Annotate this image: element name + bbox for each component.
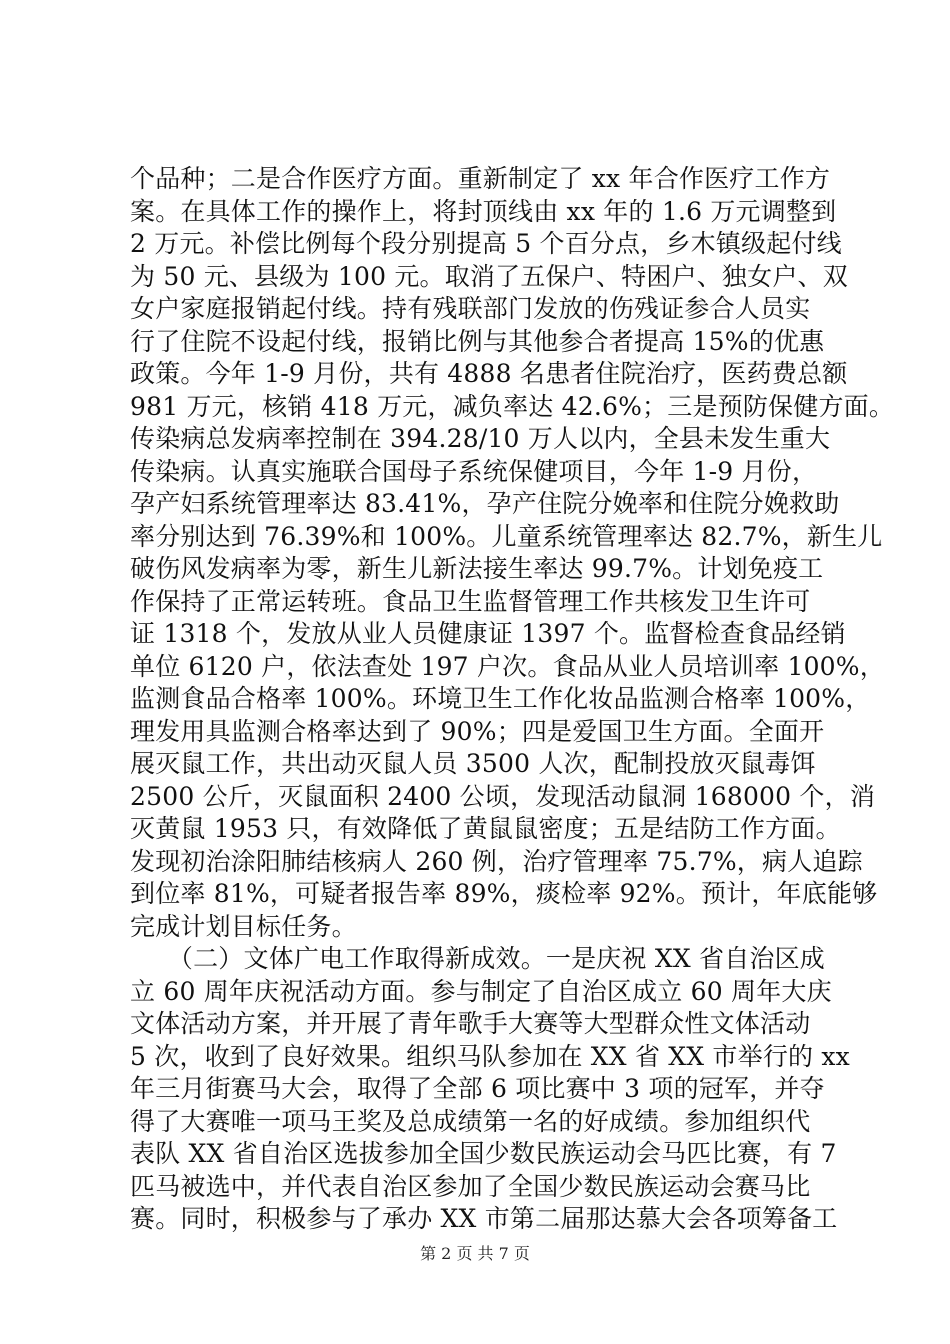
- text-line: 2500 公斤，灭鼠面积 2400 公顷，发现活动鼠洞 168000 个，消: [130, 781, 876, 811]
- text-line: 女户家庭报销起付线。持有残联部门发放的伤残证参合人员实: [130, 294, 811, 323]
- text-line: 灭黄鼠 1953 只，有效降低了黄鼠鼠密度；五是结防工作方面。: [130, 814, 841, 843]
- text-line: 981 万元，核销 418 万元，减负率达 42.6%；三是预防保健方面。: [130, 391, 895, 421]
- text-line: 文体活动方案，并开展了青年歌手大赛等大型群众性文体活动: [130, 1009, 811, 1038]
- text-line: 为 50 元、县级为 100 元。取消了五保户、特困户、独女户、双: [130, 261, 848, 291]
- text-line: 监测食品合格率 100%。环境卫生工作化妆品监测合格率 100%，: [130, 684, 871, 713]
- text-line: 作保持了正常运转班。食品卫生监督管理工作共核发卫生许可: [130, 586, 811, 616]
- text-line: 传染病总发病率控制在 394.28/10 万人以内，全县未发生重大: [130, 424, 831, 453]
- text-line: （二）文体广电工作取得新成效。一是庆祝 XX 省自治区成: [130, 944, 825, 973]
- text-line: 孕产妇系统管理率达 83.41%，孕产住院分娩率和住院分娩救助: [130, 489, 840, 518]
- text-line: 完成计划目标任务。: [130, 911, 357, 941]
- text-line: 立 60 周年庆祝活动方面。参与制定了自治区成立 60 周年大庆: [130, 976, 832, 1006]
- text-line: 2 万元。补偿比例每个段分别提高 5 个百分点，乡木镇级起付线: [130, 229, 842, 258]
- text-line: 得了大赛唯一项马王奖及总成绩第一名的好成绩。参加组织代: [130, 1106, 811, 1136]
- text-line: 匹马被选中，并代表自治区参加了全国少数民族运动会赛马比: [130, 1171, 811, 1201]
- text-line: 政策。今年 1-9 月份，共有 4888 名患者住院治疗，医药费总额: [130, 359, 848, 388]
- text-line: 破伤风发病率为零，新生儿新法接生率达 99.7%。计划免疫工: [130, 554, 824, 583]
- body-text: [130, 163, 895, 1236]
- text-line: 个品种；二是合作医疗方面。重新制定了 xx 年合作医疗工作方: [130, 164, 831, 193]
- text-line: 行了住院不设起付线，报销比例与其他参合者提高 15%的优惠: [130, 326, 825, 356]
- page-footer: 第 2 页 共 7 页: [420, 1244, 530, 1263]
- text-line: 单位 6120 户，依法查处 197 户次。食品从业人员培训率 100%，: [130, 651, 885, 681]
- text-line: 年三月街赛马大会，取得了全部 6 项比赛中 3 项的冠军，并夺: [130, 1074, 825, 1103]
- text-line: 展灭鼠工作，共出动灭鼠人员 3500 人次，配制投放灭鼠毒饵: [130, 749, 816, 778]
- text-line: 5 次，收到了良好效果。组织马队参加在 XX 省 XX 市举行的 xx: [130, 1041, 850, 1071]
- text-line: 表队 XX 省自治区选拔参加全国少数民族运动会马匹比赛，有 7: [130, 1139, 837, 1168]
- text-line: 传染病。认真实施联合国母子系统保健项目，今年 1-9 月份，: [130, 456, 818, 486]
- text-line: 到位率 81%，可疑者报告率 89%，痰检率 92%。预计，年底能够: [130, 879, 878, 908]
- text-line: 发现初治涂阳肺结核病人 260 例，治疗管理率 75.7%，病人追踪: [130, 846, 863, 876]
- text-line: 案。在具体工作的操作上，将封顶线由 xx 年的 1.6 万元调整到: [130, 196, 837, 226]
- text-line: 率分别达到 76.39%和 100%。儿童系统管理率达 82.7%，新生儿: [130, 521, 883, 551]
- text-line: 理发用具监测合格率达到了 90%；四是爱国卫生方面。全面开: [130, 716, 825, 746]
- text-line: 赛。同时，积极参与了承办 XX 市第二届那达慕大会各项筹备工: [130, 1204, 838, 1233]
- text-line: 证 1318 个，发放从业人员健康证 1397 个。监督检查食品经销: [130, 619, 846, 648]
